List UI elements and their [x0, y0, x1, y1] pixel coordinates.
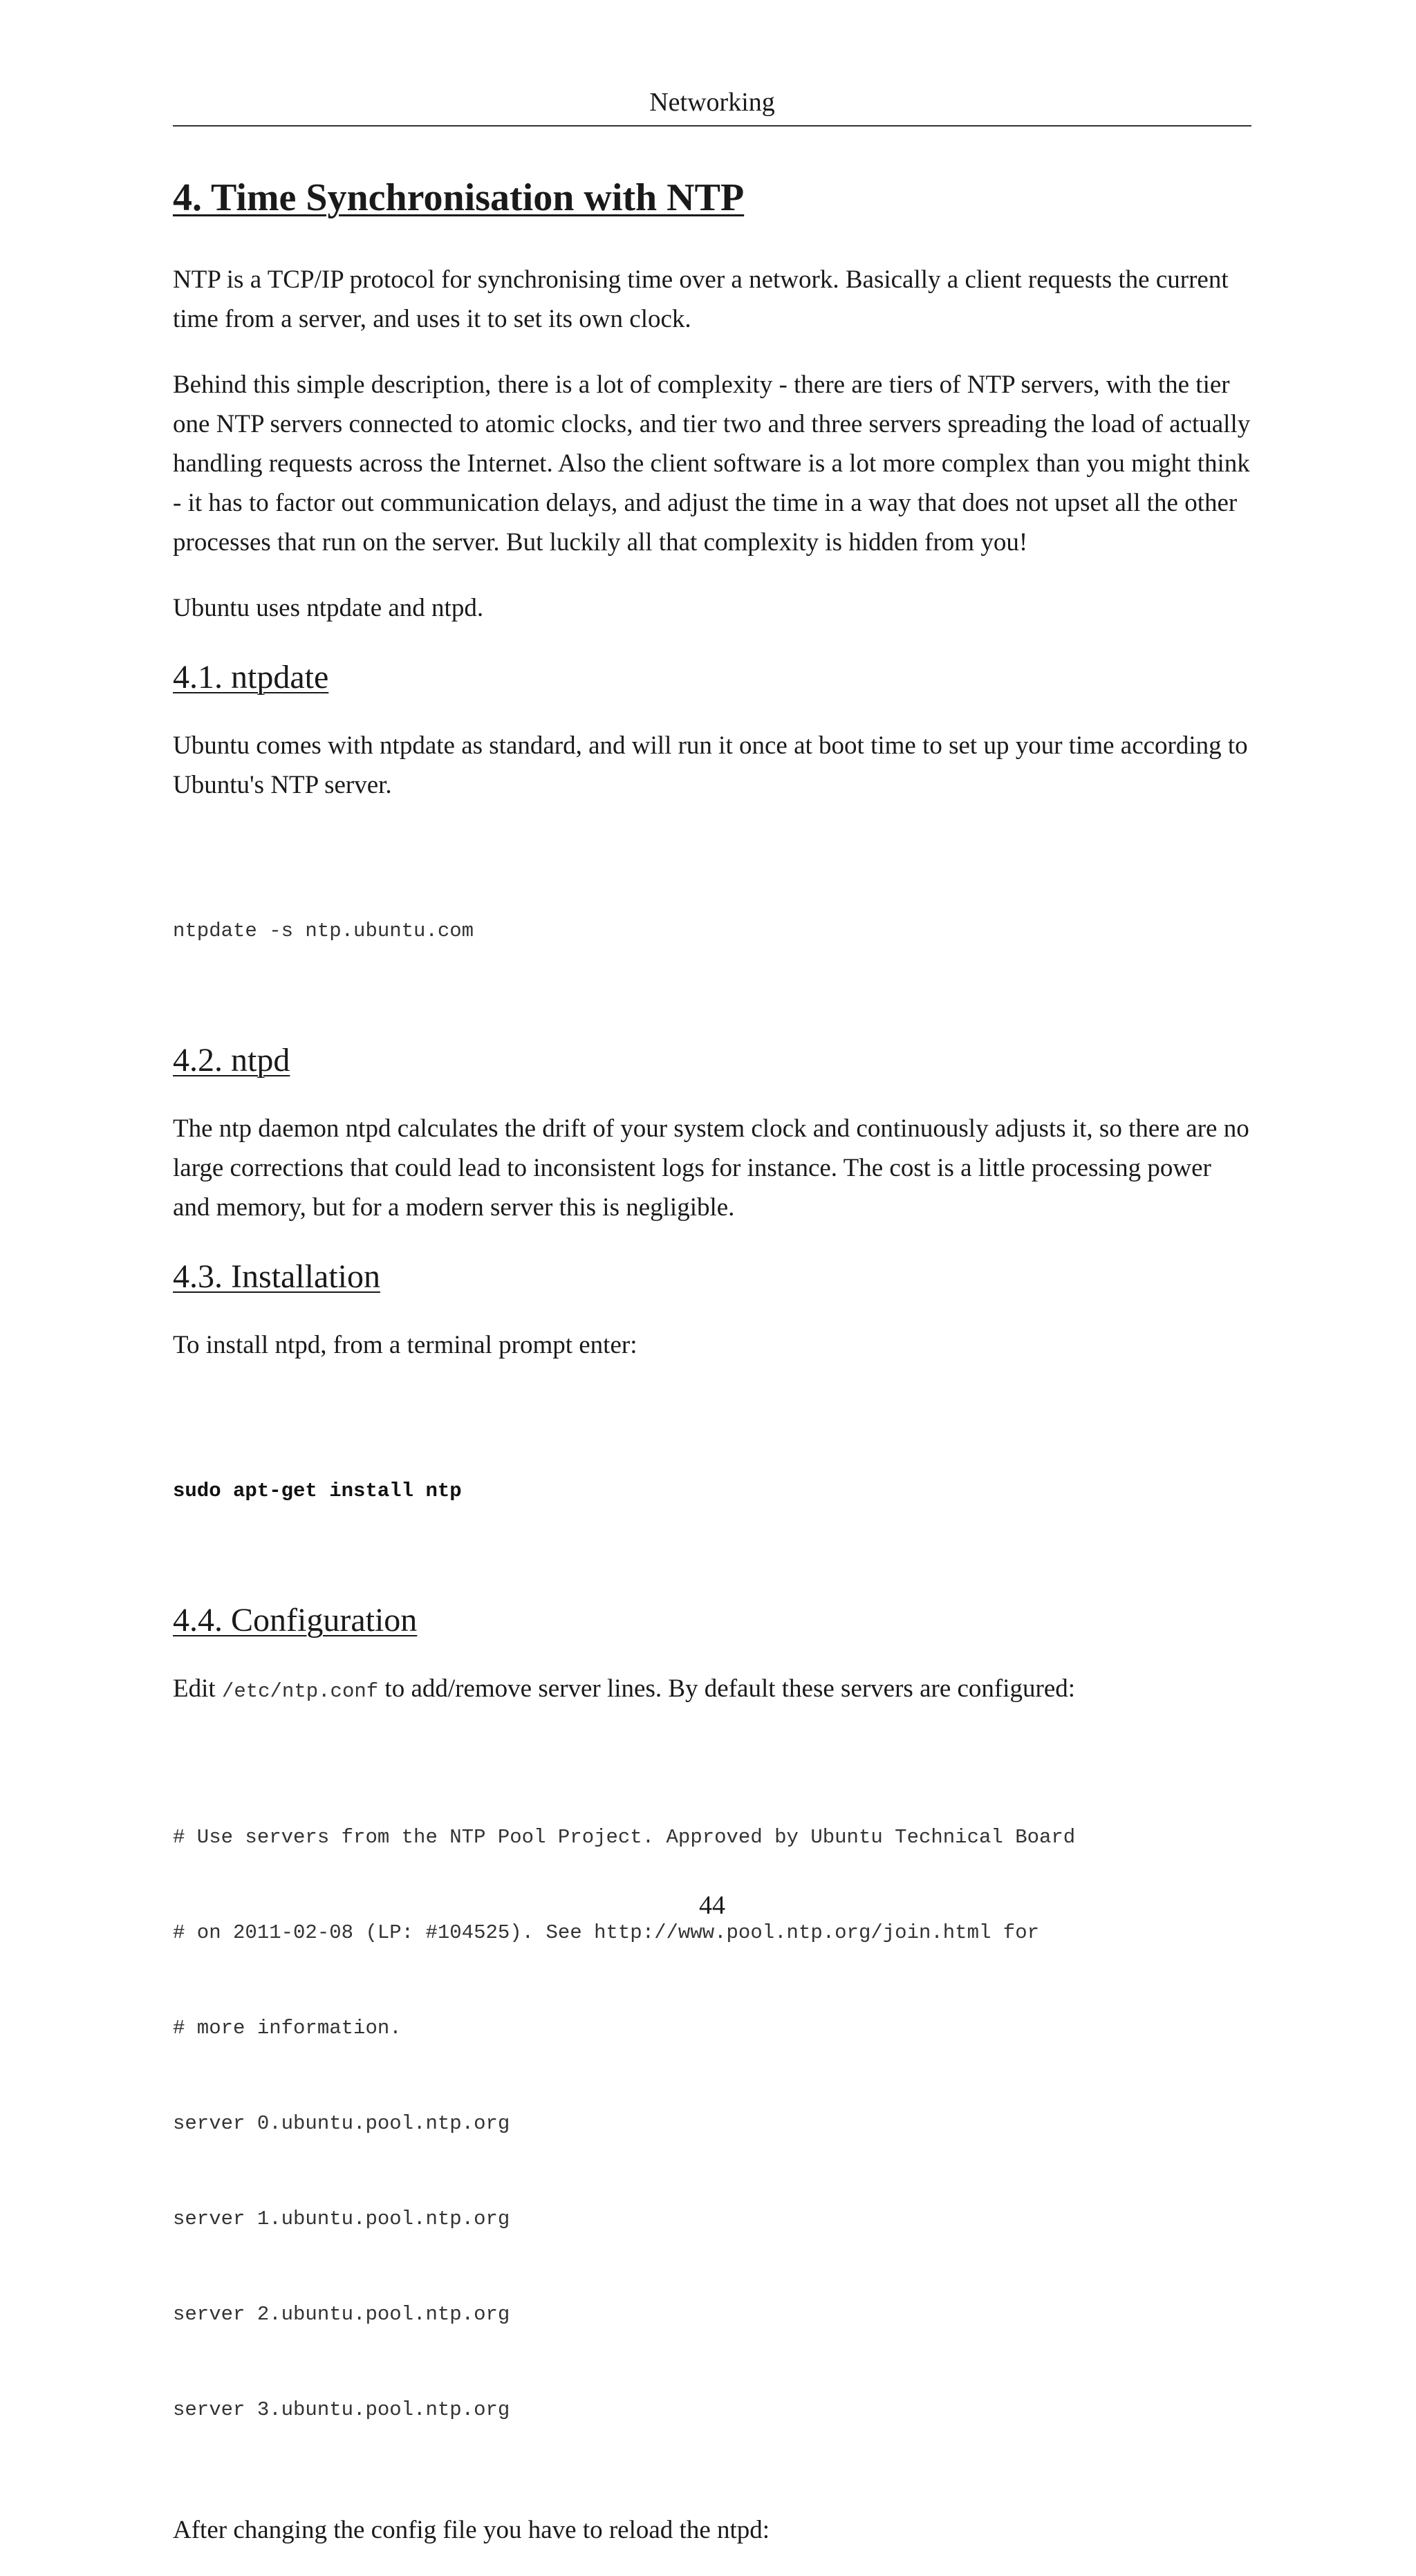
code-line: ntpdate -s ntp.ubuntu.com — [173, 920, 474, 942]
closing-paragraph: After changing the config file you have to reload the ntpd: — [173, 2516, 770, 2544]
code-line: server 1.ubuntu.pool.ntp.org — [173, 2208, 510, 2230]
ntpd-paragraph: The ntp daemon ntpd calculates the drift of your system clock and continuously adjusts it, so there are no large corrections that could lead to inconsistent logs for instance. The cost is a little processing power and memory, but for a modern server this is negligible. — [173, 1114, 1249, 1222]
running-header: Networking — [649, 88, 775, 117]
code-line: # more information. — [173, 2017, 402, 2040]
code-line: server 3.ubuntu.pool.ntp.org — [173, 2398, 510, 2421]
code-line: server 2.ubuntu.pool.ntp.org — [173, 2303, 510, 2326]
code-line: # Use servers from the NTP Pool Project. Approved by Ubuntu Technical Board — [173, 1826, 1076, 1849]
config-text-before: Edit — [173, 1674, 222, 1703]
config-code-block — [173, 1758, 1251, 2490]
section-title: 4. Time Synchronisation with NTP — [173, 176, 745, 219]
tools-paragraph: Ubuntu uses ntpdate and ntpd. — [173, 594, 484, 622]
intro-paragraph: NTP is a TCP/IP protocol for synchronising time over a network. Basically a client requests the current time from a server, and uses it to set its own clock. — [173, 265, 1229, 333]
ntpdate-code-block — [173, 852, 1251, 1011]
subsection-title-installation: 4.3. Installation — [173, 1258, 380, 1295]
ntpdate-paragraph: Ubuntu comes with ntpdate as standard, and will run it once at boot time to set up your time according to Ubuntu's NTP server. — [173, 731, 1248, 799]
subsection-title-configuration: 4.4. Configuration — [173, 1602, 418, 1639]
document-page — [173, 0, 1251, 2544]
code-line: server 0.ubuntu.pool.ntp.org — [173, 2112, 510, 2135]
header-rule — [173, 125, 1251, 127]
installation-paragraph: To install ntpd, from a terminal prompt enter: — [173, 1331, 637, 1359]
subsection-title-ntpdate: 4.1. ntpdate — [173, 659, 329, 696]
complexity-paragraph: Behind this simple description, there is a lot of complexity - there are tiers of NTP servers, with the tier one NTP servers connected to atomic clocks, and tier two and three servers spreading the load of actually handling requests across the Internet. Also the client software is a lot more complex than you might think - it has to factor out communication delays, and adjust the time in a way that does not upset all the other processes that run on the server. But luckily all that complexity is hidden from you! — [173, 371, 1251, 557]
config-text-after: to add/remove server lines. By default these servers are configured: — [378, 1674, 1076, 1703]
configuration-paragraph — [173, 1669, 1251, 1711]
subsection-title-ntpd: 4.2. ntpd — [173, 1042, 290, 1079]
page-number: 44 — [699, 1891, 725, 1920]
page-content — [173, 171, 1251, 2576]
code-line: sudo apt-get install ntp — [173, 1480, 462, 1502]
config-file-path: /etc/ntp.conf — [221, 1680, 379, 1703]
code-line: # on 2011-02-08 (LP: #104525). See http://www.pool.ntp.org/join.html for — [173, 1921, 1040, 1944]
install-code-block — [173, 1412, 1251, 1571]
